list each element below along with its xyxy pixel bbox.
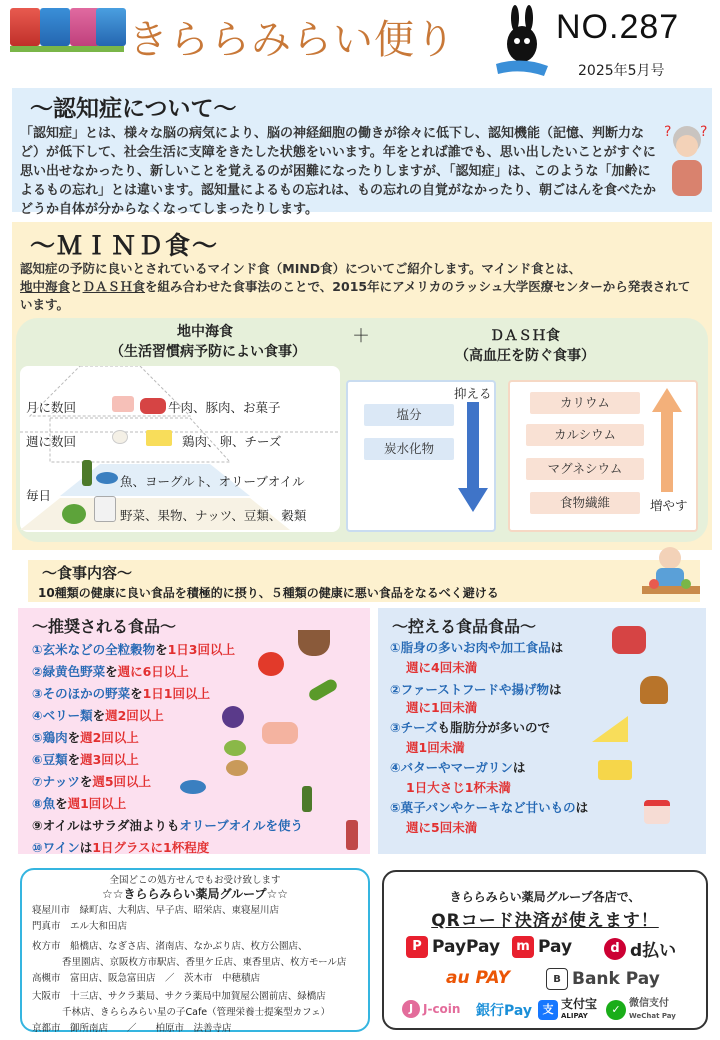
fish-icon xyxy=(96,472,118,484)
wechatpay-label: 微信支付 xyxy=(629,998,669,1009)
store-line xyxy=(32,902,279,916)
stores-head: 全国どこの処方せんでもお受け致します xyxy=(109,875,281,886)
dash-reduce-label: 抑える xyxy=(454,386,492,401)
merpay-label: Pay xyxy=(538,937,573,957)
rec-mid: を xyxy=(79,774,93,789)
chicken-icon xyxy=(262,722,298,744)
recommended-item xyxy=(32,706,164,724)
store-city: 高槻市 xyxy=(32,973,61,984)
nuts-icon xyxy=(226,760,248,776)
recommended-item xyxy=(32,838,209,856)
rec-freq: 週3回以上 xyxy=(80,752,139,767)
olive-oil-icon xyxy=(82,460,92,486)
rec-mid: を xyxy=(67,752,81,767)
rec-food: ⑧魚 xyxy=(32,796,56,811)
store-line xyxy=(32,988,326,1002)
wechatpay-sub: WeChat Pay xyxy=(629,1012,676,1020)
bankpay-logo xyxy=(546,968,660,990)
rec-food: ③そのほかの野菜 xyxy=(32,686,131,701)
issue-date: 2025年5月号 xyxy=(578,63,665,79)
rec-mid: を xyxy=(105,664,118,679)
limited-item xyxy=(390,798,588,816)
recommended-item xyxy=(32,640,235,658)
koinobori-icon xyxy=(40,8,70,46)
elderly-man-eating-icon xyxy=(640,544,702,600)
foods-daily-2: 野菜、果物、ナッツ、豆類、穀類 xyxy=(120,508,307,523)
alipay-sub: ALIPAY xyxy=(561,1012,588,1020)
wechatpay-icon: ✓ xyxy=(606,1000,626,1020)
intro-text-2: を組み合わせた食事法のことで、2015年にアメリカのラッシュ大学医療センターから発表されています。 xyxy=(20,279,691,312)
rec-freq: 週5回以上 xyxy=(92,774,152,789)
dbarai-icon: d xyxy=(604,938,626,960)
alipay-icon: 支 xyxy=(538,1000,558,1020)
intro-text: 認知症の予防に良いとされているマインド食（MIND食）についてご紹介します。マインド食とは、 xyxy=(20,261,582,276)
olive-oil-icon xyxy=(302,786,312,812)
bean-jar-icon xyxy=(94,496,116,522)
store-city: 大阪市 xyxy=(32,991,61,1002)
recommended-item xyxy=(32,794,126,812)
merpay-logo xyxy=(512,936,572,958)
dash-increase-label: 増やす xyxy=(650,498,688,513)
rec-food: ⑦ナッツ xyxy=(32,774,80,789)
dementia-body: 「認知症」とは、様々な脳の病気により、脳の神経細胞の働きが徐々に低下し、認知機能（記憶、判断力など）が低下して、社会生活に支障をきたした状態をいいます。年をとれば誰でも、思い出したいことがすぐに思い出せなかったり、新しいことを覚えるのが困難になったりしますが、「認知症」は、このような「加齢によるもの忘れ」とは違います。認知量によるもの忘れは、もの忘れの自覚がなかったり、朝ごはんを食べたかどうか自体が分からなくなってしまったりします。 xyxy=(20,126,656,217)
rec-food: ①玄米などの全粒穀物 xyxy=(32,642,156,657)
dementia-title: ～認知症について～ xyxy=(30,96,237,122)
recommended-item xyxy=(32,684,210,702)
store-list: 富田店、阪急富田店 ／ 茨木市 中穂積店 xyxy=(70,973,261,984)
rec-freq: 週1回以上 xyxy=(67,796,127,811)
plus-sign: ＋ xyxy=(352,326,370,347)
med-title-text: 地中海食 xyxy=(177,324,233,340)
fish-icon xyxy=(180,780,206,794)
cake-icon xyxy=(644,800,670,824)
store-list: 緑町店、大利店、早子店、昭栄店、東寝屋川店 xyxy=(79,905,280,916)
store-city: 門真市 xyxy=(32,921,61,932)
increase-item-magnesium: マグネシウム xyxy=(526,458,644,480)
store-city: 寝屋川市 xyxy=(32,905,71,916)
issue-number: NO.287 xyxy=(556,8,680,46)
rec-freq: 週に6日以上 xyxy=(117,664,189,679)
koinobori-icon xyxy=(10,8,40,46)
dash-title xyxy=(430,326,620,366)
reduce-item-salt: 塩分 xyxy=(364,404,454,426)
freq-weekly: 週に数回 xyxy=(26,434,77,449)
store-list: 船橋店、なぎさ店、渚南店、なかぶり店、枚方公園店、 xyxy=(70,941,308,952)
stores-group-name: ☆☆きららみらい薬局グループ☆☆ xyxy=(101,887,289,901)
paypay-label: PayPay xyxy=(432,937,501,957)
up-arrow-icon xyxy=(652,388,682,492)
increase-item-potassium: カリウム xyxy=(530,392,640,414)
aupay-logo xyxy=(446,968,510,988)
lim-food: ②ファーストフードや揚げ物 xyxy=(390,682,549,697)
jcoin-logo xyxy=(402,1000,460,1018)
rec-food: ④ベリー類 xyxy=(32,708,93,723)
store-list: 十三店、サクラ薬局、サクラ薬局中加賀屋公園前店、緑橋店 xyxy=(70,991,326,1002)
lim-food: ④バターやマーガリン xyxy=(390,760,513,775)
rec-freq: 1日1回以上 xyxy=(142,686,211,701)
meat-icon xyxy=(140,398,166,414)
limited-freq: 1日大さじ1杯未満 xyxy=(406,780,511,795)
bankpay-icon: B xyxy=(546,968,568,990)
reduce-item-carbs: 炭水化物 xyxy=(364,438,454,460)
limited-freq: 週1回未満 xyxy=(406,740,465,755)
aupay-label: au PAY xyxy=(446,968,510,988)
grapes-icon xyxy=(222,706,244,728)
rec-food: ⑩ワイン xyxy=(32,840,80,855)
store-line xyxy=(32,970,260,984)
rec-food: ②緑黄色野菜 xyxy=(32,664,106,679)
qr-main-text: QRコード決済が使えます！ xyxy=(431,911,659,931)
recommended-item xyxy=(32,816,303,834)
dbarai-label: d払い xyxy=(630,941,677,961)
butter-icon xyxy=(598,760,632,780)
store-city: 京都市 xyxy=(32,1023,61,1034)
rec-mid: は xyxy=(79,840,93,855)
elderly-woman-icon xyxy=(664,122,710,198)
store-list: エル大和田店 xyxy=(70,921,128,932)
wechatpay-text xyxy=(629,998,676,1022)
meat-icon xyxy=(612,626,646,654)
rec-mid: を xyxy=(92,708,106,723)
limited-item xyxy=(390,638,563,656)
recommended-item xyxy=(32,750,139,768)
limited-title: ～控える食品食品～ xyxy=(392,617,537,636)
meal-content-body: 10種類の健康に良い食品を積極的に摂り、５種類の健康に悪い食品をなるべく避ける xyxy=(38,586,499,600)
lim-food: ⑤菓子パンやケーキなど甘いもの xyxy=(390,800,576,815)
store-line xyxy=(62,1004,330,1018)
bankpay-label: Bank Pay xyxy=(572,969,660,989)
mind-intro xyxy=(20,260,700,314)
dash-title-text: ＤＡＳＨ食 xyxy=(490,328,560,344)
rec-freq: 1日グラスに1杯程度 xyxy=(92,840,210,855)
jcoin-icon: J xyxy=(402,1000,420,1018)
lim-tail: は xyxy=(512,760,526,775)
limited-item xyxy=(390,758,525,776)
rec-mid: を xyxy=(55,796,68,811)
rabbit-koinobori-icon xyxy=(492,4,550,80)
grass-strip xyxy=(10,46,124,52)
mediterranean-title xyxy=(110,322,306,362)
store-line xyxy=(32,1020,232,1034)
koinobori-icon xyxy=(96,8,126,46)
limited-item xyxy=(390,680,561,698)
increase-item-fiber: 食物繊維 xyxy=(530,492,640,514)
jcoin-label: J-coin xyxy=(423,1002,461,1016)
store-list: 香里園店、京阪枚方市駅店、香里ケ丘店、東香里店、枚方モール店 xyxy=(62,957,347,968)
mind-title: ～ＭＩＮＤ食～ xyxy=(30,231,220,260)
limited-item xyxy=(390,718,550,736)
store-line xyxy=(62,954,346,968)
beans-icon xyxy=(224,740,246,756)
recommended-item xyxy=(32,772,151,790)
lim-tail: は xyxy=(548,682,562,697)
rec-freq: オリーブオイルを使う xyxy=(179,818,303,833)
store-line xyxy=(32,918,127,932)
freq-monthly: 月に数回 xyxy=(26,400,77,415)
wine-icon xyxy=(346,820,358,850)
foods-daily-1: 魚、ヨーグルト、オリーブオイル xyxy=(120,474,305,489)
store-city: 枚方市 xyxy=(32,941,61,952)
limited-freq: 週に1回未満 xyxy=(406,700,478,715)
alipay-logo xyxy=(538,998,597,1022)
wechatpay-logo xyxy=(606,998,676,1022)
svg-text:?: ? xyxy=(700,124,708,140)
meal-content-title: ～食事内容～ xyxy=(42,564,133,582)
store-line xyxy=(32,938,308,952)
rec-mid: を xyxy=(67,730,81,745)
foods-monthly: 牛肉、豚肉、お菓子 xyxy=(168,400,281,415)
lim-tail: も脂肪分が多いので xyxy=(437,720,550,735)
paypay-logo xyxy=(406,936,500,958)
limited-freq: 週に4回未満 xyxy=(406,660,478,675)
rec-mid: を xyxy=(155,642,168,657)
egg-icon xyxy=(112,430,128,444)
cheese-icon xyxy=(146,430,172,446)
rec-food: ⑥豆類 xyxy=(32,752,68,767)
qr-main xyxy=(382,906,708,931)
alipay-label: 支付宝 xyxy=(561,997,598,1011)
svg-text:?: ? xyxy=(664,124,672,140)
intro-dash: ＤＡＳＨ食 xyxy=(82,279,146,294)
lim-food: ③チーズ xyxy=(390,720,438,735)
ginkopay-label: 銀行Pay xyxy=(476,1003,533,1019)
store-list: 御所南店 ／ 柏原市 法善寺店 xyxy=(70,1023,232,1034)
newsletter-title: きららみらい便り xyxy=(128,17,456,63)
hamburger-icon xyxy=(640,676,668,704)
merpay-icon: m xyxy=(512,936,534,958)
foods-weekly: 鶏肉、卵、チーズ xyxy=(182,434,282,449)
rec-food: ⑨オイルはサラダ油よりも xyxy=(32,818,180,833)
recommended-item xyxy=(32,728,139,746)
lim-food: ①脂身の多いお肉や加工食品 xyxy=(390,640,551,655)
cake-icon xyxy=(112,396,134,412)
lim-tail: は xyxy=(550,640,564,655)
dbarai-logo xyxy=(604,936,676,961)
lim-tail: は xyxy=(575,800,589,815)
rice-bowl-icon xyxy=(298,630,330,656)
qr-head: きららみらい薬局グループ各店で、 xyxy=(449,890,641,904)
intro-and: と xyxy=(70,279,83,294)
down-arrow-icon xyxy=(458,402,488,514)
alipay-text xyxy=(561,998,597,1022)
store-list: 千林店、きららみらい星の子Cafe（管理栄養士提案型カフェ） xyxy=(62,1007,331,1018)
rec-mid: を xyxy=(130,686,143,701)
vegetables-icon xyxy=(62,504,86,524)
dash-subtitle: （高血圧を防ぐ食事） xyxy=(455,348,595,364)
increase-item-calcium: カルシウム xyxy=(526,424,644,446)
med-subtitle: （生活習慣病予防によい食事） xyxy=(110,344,306,360)
recommended-title: ～推奨される食品～ xyxy=(32,617,177,636)
paypay-icon: P xyxy=(406,936,428,958)
rec-freq: 週2回以上 xyxy=(80,730,139,745)
tomato-icon xyxy=(258,652,284,676)
recommended-item xyxy=(32,662,189,680)
rec-food: ⑤鶏肉 xyxy=(32,730,68,745)
ginkopay-logo xyxy=(476,1000,532,1020)
rec-freq: 週2回以上 xyxy=(105,708,164,723)
freq-daily: 毎日 xyxy=(26,488,52,503)
rec-freq: 1日3回以上 xyxy=(167,642,236,657)
limited-freq: 週に5回未満 xyxy=(406,820,478,835)
intro-mediterranean: 地中海食 xyxy=(20,279,71,294)
